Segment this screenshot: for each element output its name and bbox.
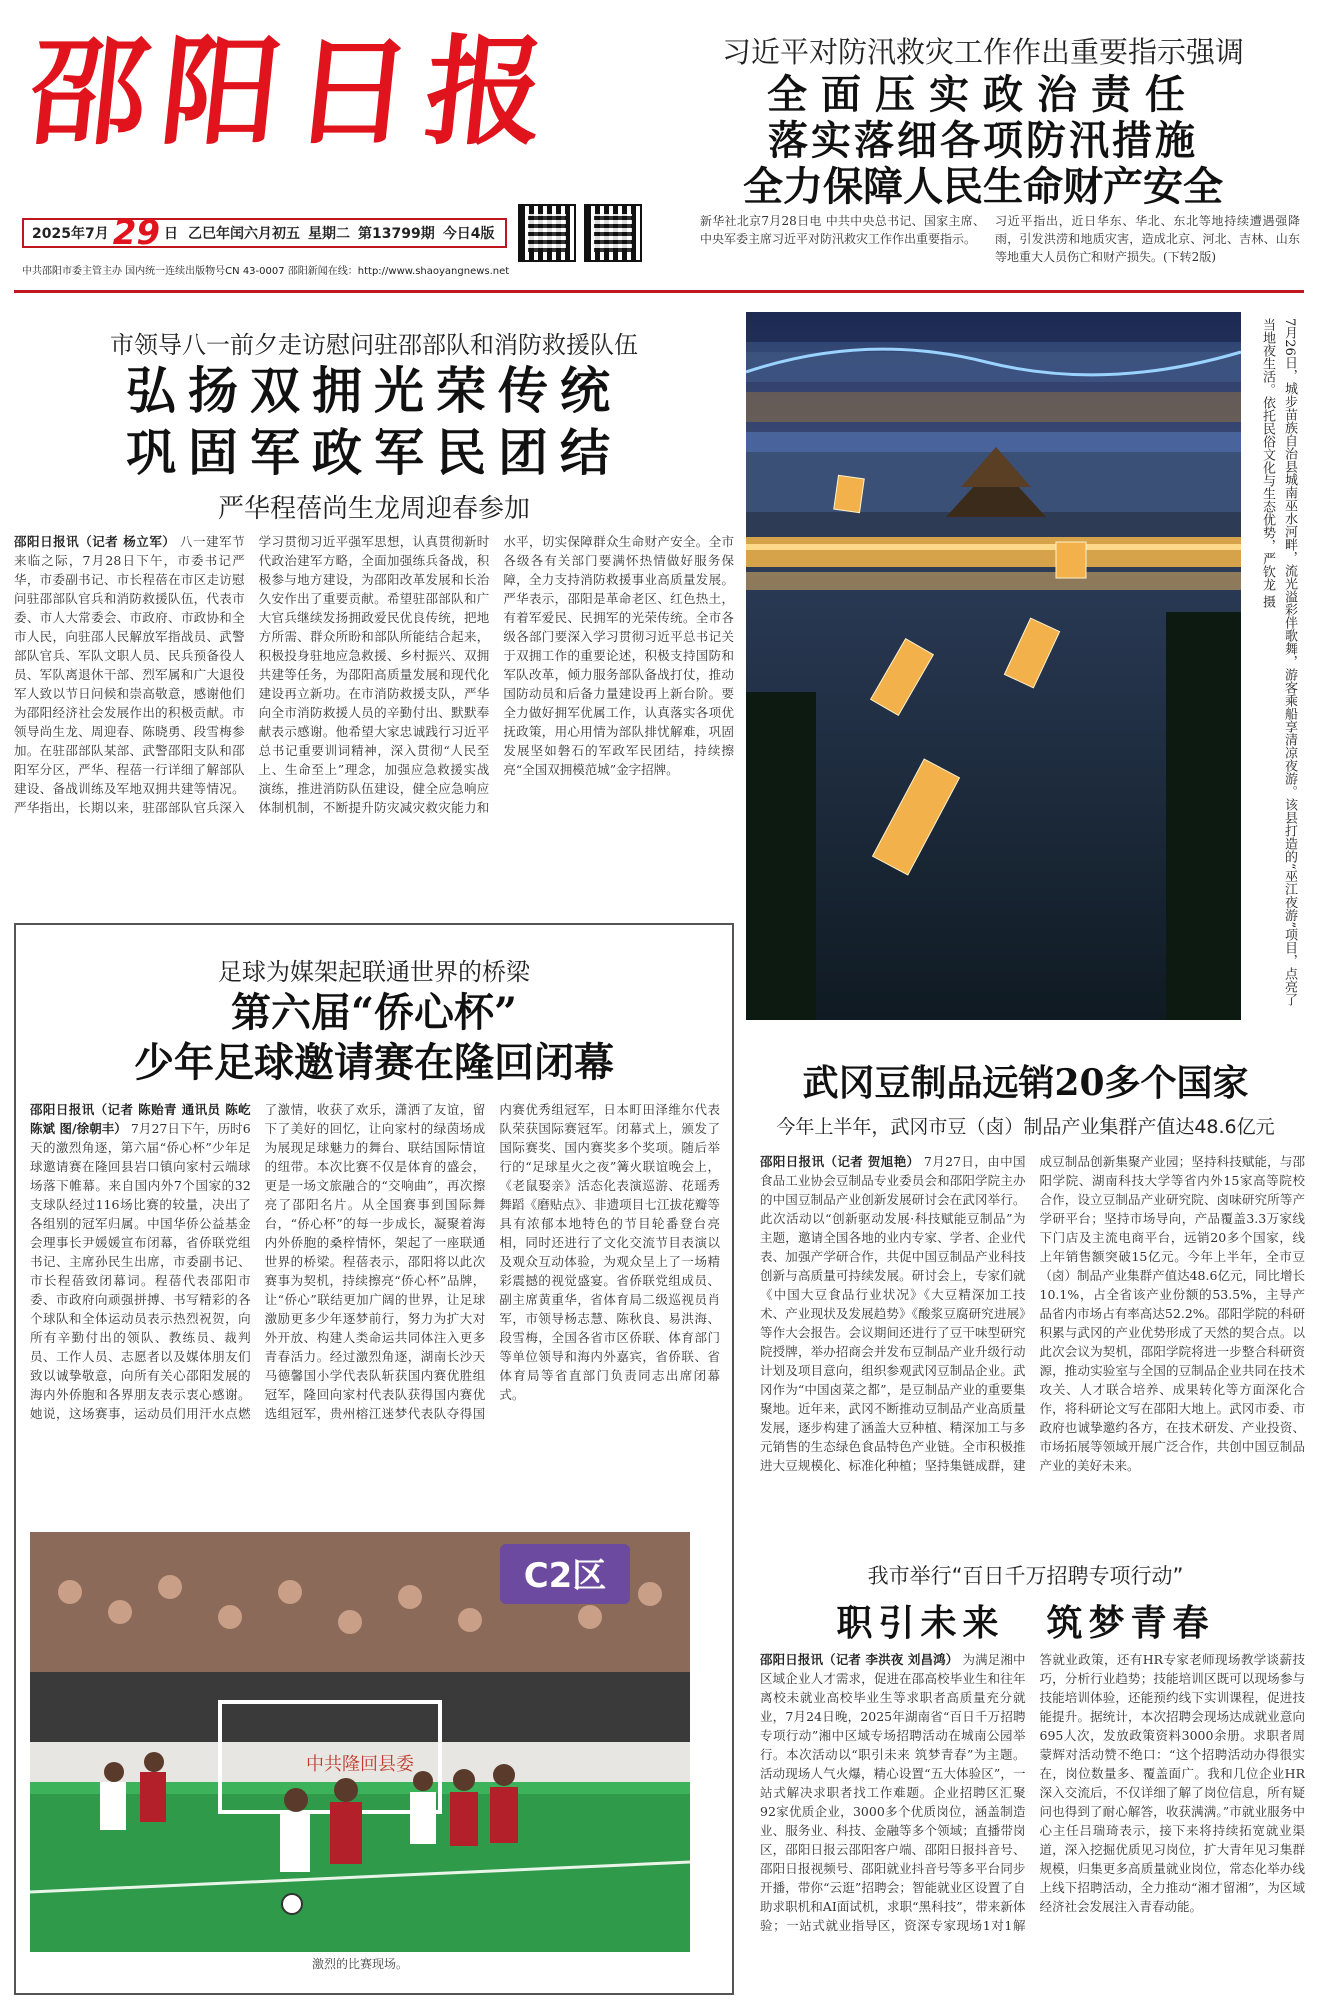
article4-byline: 邵阳日报讯（记者 李洪夜 刘昌鸿） <box>760 1652 959 1667</box>
banner-text: C2区 <box>523 1556 607 1596</box>
football-illustration <box>30 1532 690 1952</box>
article4-body <box>760 1650 1305 1995</box>
top-story-kicker: 习近平对防汛救灾工作作出重要指示强调 <box>721 35 1244 69</box>
article3-text: 7月27日，由中国食品工业协会豆制品专业委员会和邵阳学院主办的中国豆制品产业创新发展研讨会在武冈举行。此次活动以“创新驱动发展·科技赋能豆制品”为主题，邀请全国各地的业内专家、学者、企业代表、加强产学研合作，共促中国豆制品产业科技创新与高质量可持续发展。研讨会上，专家们就《中国大豆食品行业状况》《大豆精深加工技术、产业现状及发展趋势》《酸浆豆腐研究进展》等作大会报告。会议期间还进行了豆干味型研究院授牌，举办招商会并发布豆制品产业升级行动计划及项目意向，组织参观武冈豆制品企业。武冈作为“中国卤菜之都”，是豆制品产业的重要集聚地。近年来，武冈不断推动豆制品产业高质量发展，逐步构建了涵盖大豆种植、精深加工与多元销售的生态绿色食品特色产业链。全市积极推进大豆规模化、标准化种植；坚持集链成群，建成豆制品创新集聚产业园；坚持科技赋能，与邵阳学院、湖南科技大学等省内外15家高等院校合作，设立豆制品产业研究院、卤味研究所等产学研平台；坚持市场导向，产品覆盖3.3万家线下门店及主流电商平台，远销20多个国家，线上年销售额突破15亿元。今年上半年，全市豆（卤）制品产业集群产值达48.6亿元，同比增长10.1%，占全省该产业份额的53.5%，主导产品省内市场占有率高达52.2%。邵阳学院的科研积累与武冈的产业优势形成了天然的契合点。以此次会议为契机，邵阳学院将进一步整合科研资源，推动实验室与全国的豆制品企业共同在技术攻关、人才联合培养、成果转化等方面深化合作，将科研论文写在邵阳大地上。武冈市委、市政府也诚挚邀约各方，在技术研发、产业投资、市场拓展等领域开展广泛合作，共创中国豆制品产业的美好未来。 <box>760 1154 1305 1473</box>
article1-kicker: 市领导八一前夕走访慰问驻邵部队和消防救援队伍 <box>110 331 638 359</box>
article3-headline: 武冈豆制品远销20多个国家 <box>802 1062 1249 1104</box>
dateline-weekday: 星期二 <box>308 226 351 242</box>
article1-body <box>14 532 734 922</box>
night-river-photo <box>746 312 1241 1020</box>
article2-headline-line: 少年足球邀请赛在隆回闭幕 <box>134 1039 614 1086</box>
night-river-illustration <box>746 312 1241 1020</box>
article4-text: 为满足湘中区域企业人才需求，促进在邵高校毕业生和往年离校未就业高校毕业生等求职者高质量充分就业，7月24日晚，2025年湖南省“百日千万招聘专项行动”湘中区域专场招聘活动在城南公园举行。本次活动以“职引未来 筑梦青春”为主题。活动现场人气火爆，精心设置“五大体验区”，一站式解决求职者找工作难题。企业招聘区汇聚92家优质企业，3000多个优质岗位，涵盖制造业、服务业、科技、金融等多个领域；直播带岗区，邵阳日报云邵阳客户端、邵阳日报抖音号、邵阳日报视频号、邵阳就业抖音号等多平台同步开播，带你“云逛”招聘会；智能就业区设置了自助求职机和AI面试机，求职“黑科技”，带来新体验；一站式就业指导区，资深专家现场1对1解答就业政策，还有HR专家老师现场教学谈薪技巧，分析行业趋势；技能培训区既可以现场参与技能培训体验，还能预约线下实训课程，促进技能提升。据统计，本次招聘会现场达成就业意向695人次，发放政策资料3000余册。求职者周蒙辉对活动赞不绝口：“这个招聘活动办得很实在，岗位数量多、覆盖面广。我和几位企业HR深入交流后，不仅详细了解了岗位信息，所有疑问也得到了耐心解答，收获满满。”市就业服务中心主任吕瑞琦表示，接下来将持续拓宽就业渠道，深入挖掘优质见习岗位，扩大青年见习集群规模，归集更多高质量就业岗位，常态化举办线上线下招聘活动，全力推动“湘才留湘”，为区域经济社会发展注入青春动能。 <box>760 1652 1305 1933</box>
article3-body <box>760 1152 1305 1532</box>
dateline-day: 29 <box>112 213 161 253</box>
top-story-headline <box>668 72 1298 210</box>
dateline-day-suffix: 日 <box>164 226 179 242</box>
article1-subheadline: 严华程蓓尚生龙周迎春参加 <box>217 494 530 524</box>
article2-text: 7月27日下午，历时6天的激烈角逐，第六届“侨心杯”少年足球邀请赛在隆回县岩口镇向家村云端球场落下帷幕。来自国内外7个国家的32支球队经过116场比赛的较量，决出了各组别的冠军归属。中国华侨公益基金会理事长尹媛媛宣布闭幕，省侨联党组书记、主席孙民生出席，市委副书记、市长程蓓致闭幕词。程蓓代表邵阳市委、市政府向顽强拼搏、书写精彩的各个球队和全体运动员表示热烈祝贺，向所有辛勤付出的领队、教练员、裁判员、工作人员、志愿者以及媒体朋友们致以诚挚敬意，向所有关心邵阳发展的海内外侨胞和各界朋友表示衷心感谢。她说，这场赛事，运动员们用汗水点燃了激情，收获了欢乐，潇洒了友谊，留下了美好的回忆，让向家村的绿茵场成为展现足球魅力的舞台、联结国际情谊的纽带。本次比赛不仅是体育的盛会，更是一场文旅融合的“交响曲”，再次擦亮了邵阳名片。从全国赛事到国际舞台，“侨心杯”的每一步成长，凝聚着海内外侨胞的桑梓情怀，架起了一座联通世界的桥梁。程蓓表示，邵阳将以此次赛事为契机，持续擦亮“侨心杯”品牌，让“侨心”联结更加广阔的世界，让足球激励更多少年逐梦前行，努力为扩大对外开放、构建人类命运共同体注入更多青春活力。经过激烈角逐，湖南长沙天马德馨国小学代表队斩获国内赛优胜组冠军，隆回向家村代表队获得国内赛优选组冠军，贵州榕江迷梦代表队夺得国内赛优秀组冠军，日本町田泽维尔代表队荣获国际赛冠军。闭幕式上，颁发了国际赛奖、国内赛奖多个奖项。随后举行的“足球星火之夜”篝火联谊晚会上，《老鼠娶亲》活态化表演巡游、花瑶秀舞蹈《磨贴点》、非遗项目七江拔花瓣等具有浓郁本地特色的节目轮番登台亮相，同时还进行了文化交流节目表演以及观众互动体验，为观众呈上了一场精彩震撼的视觉盛宴。省侨联党组成员、副主席黄重华，省体育局二级巡视员肖军，市领导杨志慧、陈秋良、易洪海、段雪梅，全国各省市区侨联、体育部门等单位领导和海内外嘉宾，省侨联、省体育局等省直部门负责同志出席闭幕式。 <box>30 1102 720 1421</box>
dateline-pages: 今日4版 <box>442 226 495 242</box>
qr-code-icon[interactable] <box>518 204 576 262</box>
masthead-divider <box>14 290 1304 293</box>
top-story-headline-line: 全面压实政治责任 <box>767 71 1199 118</box>
article3-byline: 邵阳日报讯（记者 贺旭艳） <box>760 1154 920 1169</box>
article1-text: 八一建军节来临之际，7月28日下午，市委书记严华，市委副书记、市长程蓓在市区走访慰问驻邵部队官兵和消防救援队伍，代表市委、市人大常委会、市政府、市政协和全市人民，向驻邵人民解放军指战员、武警部队官兵、军队文职人员、民兵预备役人员、军队离退休干部、烈军属和广大退役军人致以节日问候和崇高敬意，感谢他们为邵阳经济社会发展作出的积极贡献。市领导尚生龙、周迎春、陈晓勇、段雪梅参加。在驻邵部队某部、武警邵阳支队和邵阳军分区，严华、程蓓一行详细了解部队建设、备战训练及军地双拥共建等情况。严华指出，长期以来，驻邵部队官兵深入学习贯彻习近平强军思想，认真贯彻新时代政治建军方略，全面加强练兵备战，积极参与地方建设，为邵阳改革发展和长治久安作出了重要贡献。希望驻邵部队和广大官兵继续发扬拥政爱民优良传统，把地方所需、群众所盼和部队所能结合起来，积极投身驻地应急救援、乡村振兴、双拥共建等任务，为邵阳高质量发展和现代化建设再立新功。在市消防救援支队，严华向全市消防救援人员的辛勤付出、默默奉献表示感谢。他希望大家忠诚践行习近平总书记重要训词精神，深入贯彻“人民至上、生命至上”理念，加强应急救援实战演练，推进消防队伍建设，健全应急响应体制机制，不断提升防灾减灾救灾能力和水平，切实保障群众生命财产安全。全市各级各有关部门要满怀热情做好服务保障，全力支持消防救援事业高质量发展。严华表示，邵阳是革命老区、红色热土，有着军爱民、民拥军的光荣传统。全市各级各部门要深入学习贯彻习近平总书记关于双拥工作的重要论述，积极支持国防和军队改革，倾力服务部队备战打仗，推动国防动员和后备力量建设再上新台阶。要全力做好拥军优属工作，认真落实各项优抚政策，用心用情为部队排忧解难，巩固发展坚如磐石的军政军民团结，持续擦亮“全国双拥模范城”金字招牌。 <box>14 534 734 815</box>
dateline-year-month: 2025年7月 <box>32 226 109 242</box>
top-story-col2: 习近平指出，近日华东、华北、东北等地持续遭遇强降雨，引发洪涝和地质灾害，造成北京、河北、吉林、山东等地重大人员伤亡和财产损失。(下转2版) <box>995 214 1300 264</box>
photo1-caption: 7月26日，城步苗族自治县城南巫水河畔，流光溢彩伴歌舞，游客乘船享清凉夜游。该县打造的“巫江夜游”项目，点亮了当地夜生活。依托民俗文化与生态优势，严钦龙 摄 <box>1260 318 1297 1007</box>
dateline <box>22 213 507 253</box>
top-story-headline-line: 落实落细各项防汛措施 <box>768 117 1198 164</box>
article2-headline <box>14 988 734 1088</box>
article2-byline: 邵阳日报讯（记者 陈贻青 通讯员 陈屹 陈斌 图/徐朝丰） <box>30 1102 251 1136</box>
article2-body <box>30 1100 720 1530</box>
article1-headline-line: 巩固军政军民团结 <box>126 423 622 482</box>
article1-byline: 邵阳日报讯（记者 杨立军） <box>14 534 176 549</box>
dateline-lunar: 乙巳年闰六月初五 <box>188 226 301 242</box>
top-story-col1: 新华社北京7月28日电 中共中央总书记、国家主席、中央军委主席习近平对防汛救灾工作作出重要指示。 <box>700 214 985 246</box>
article1-headline <box>14 360 734 484</box>
publisher-info: 中共邵阳市委主管主办 国内统一连续出版物号CN 43-0007 邵阳新闻在线：http://www.shaoyangnews.net <box>22 266 510 277</box>
top-story-headline-line: 全力保障人民生命财产安全 <box>743 163 1223 210</box>
board-text: 中共隆回县委 <box>306 1754 414 1775</box>
article4-kicker: 我市举行“百日千万招聘专项行动” <box>867 1564 1184 1588</box>
article3-subheadline: 今年上半年，武冈市豆（卤）制品产业集群产值达48.6亿元 <box>776 1116 1275 1138</box>
qr-code-icon[interactable] <box>584 204 642 262</box>
article2-headline-line: 第六届“侨心杯” <box>230 989 517 1036</box>
photo2-caption: 激烈的比赛现场。 <box>311 1957 408 1971</box>
football-match-photo <box>30 1532 690 1952</box>
article4-headline: 职引未来 筑梦青春 <box>836 1602 1215 1644</box>
article1-headline-line: 弘扬双拥光荣传统 <box>126 361 622 420</box>
article2-kicker: 足球为媒架起联通世界的桥梁 <box>218 958 530 986</box>
masthead-title: 邵阳日报 <box>22 22 566 161</box>
dateline-issue: 第13799期 <box>358 226 435 242</box>
